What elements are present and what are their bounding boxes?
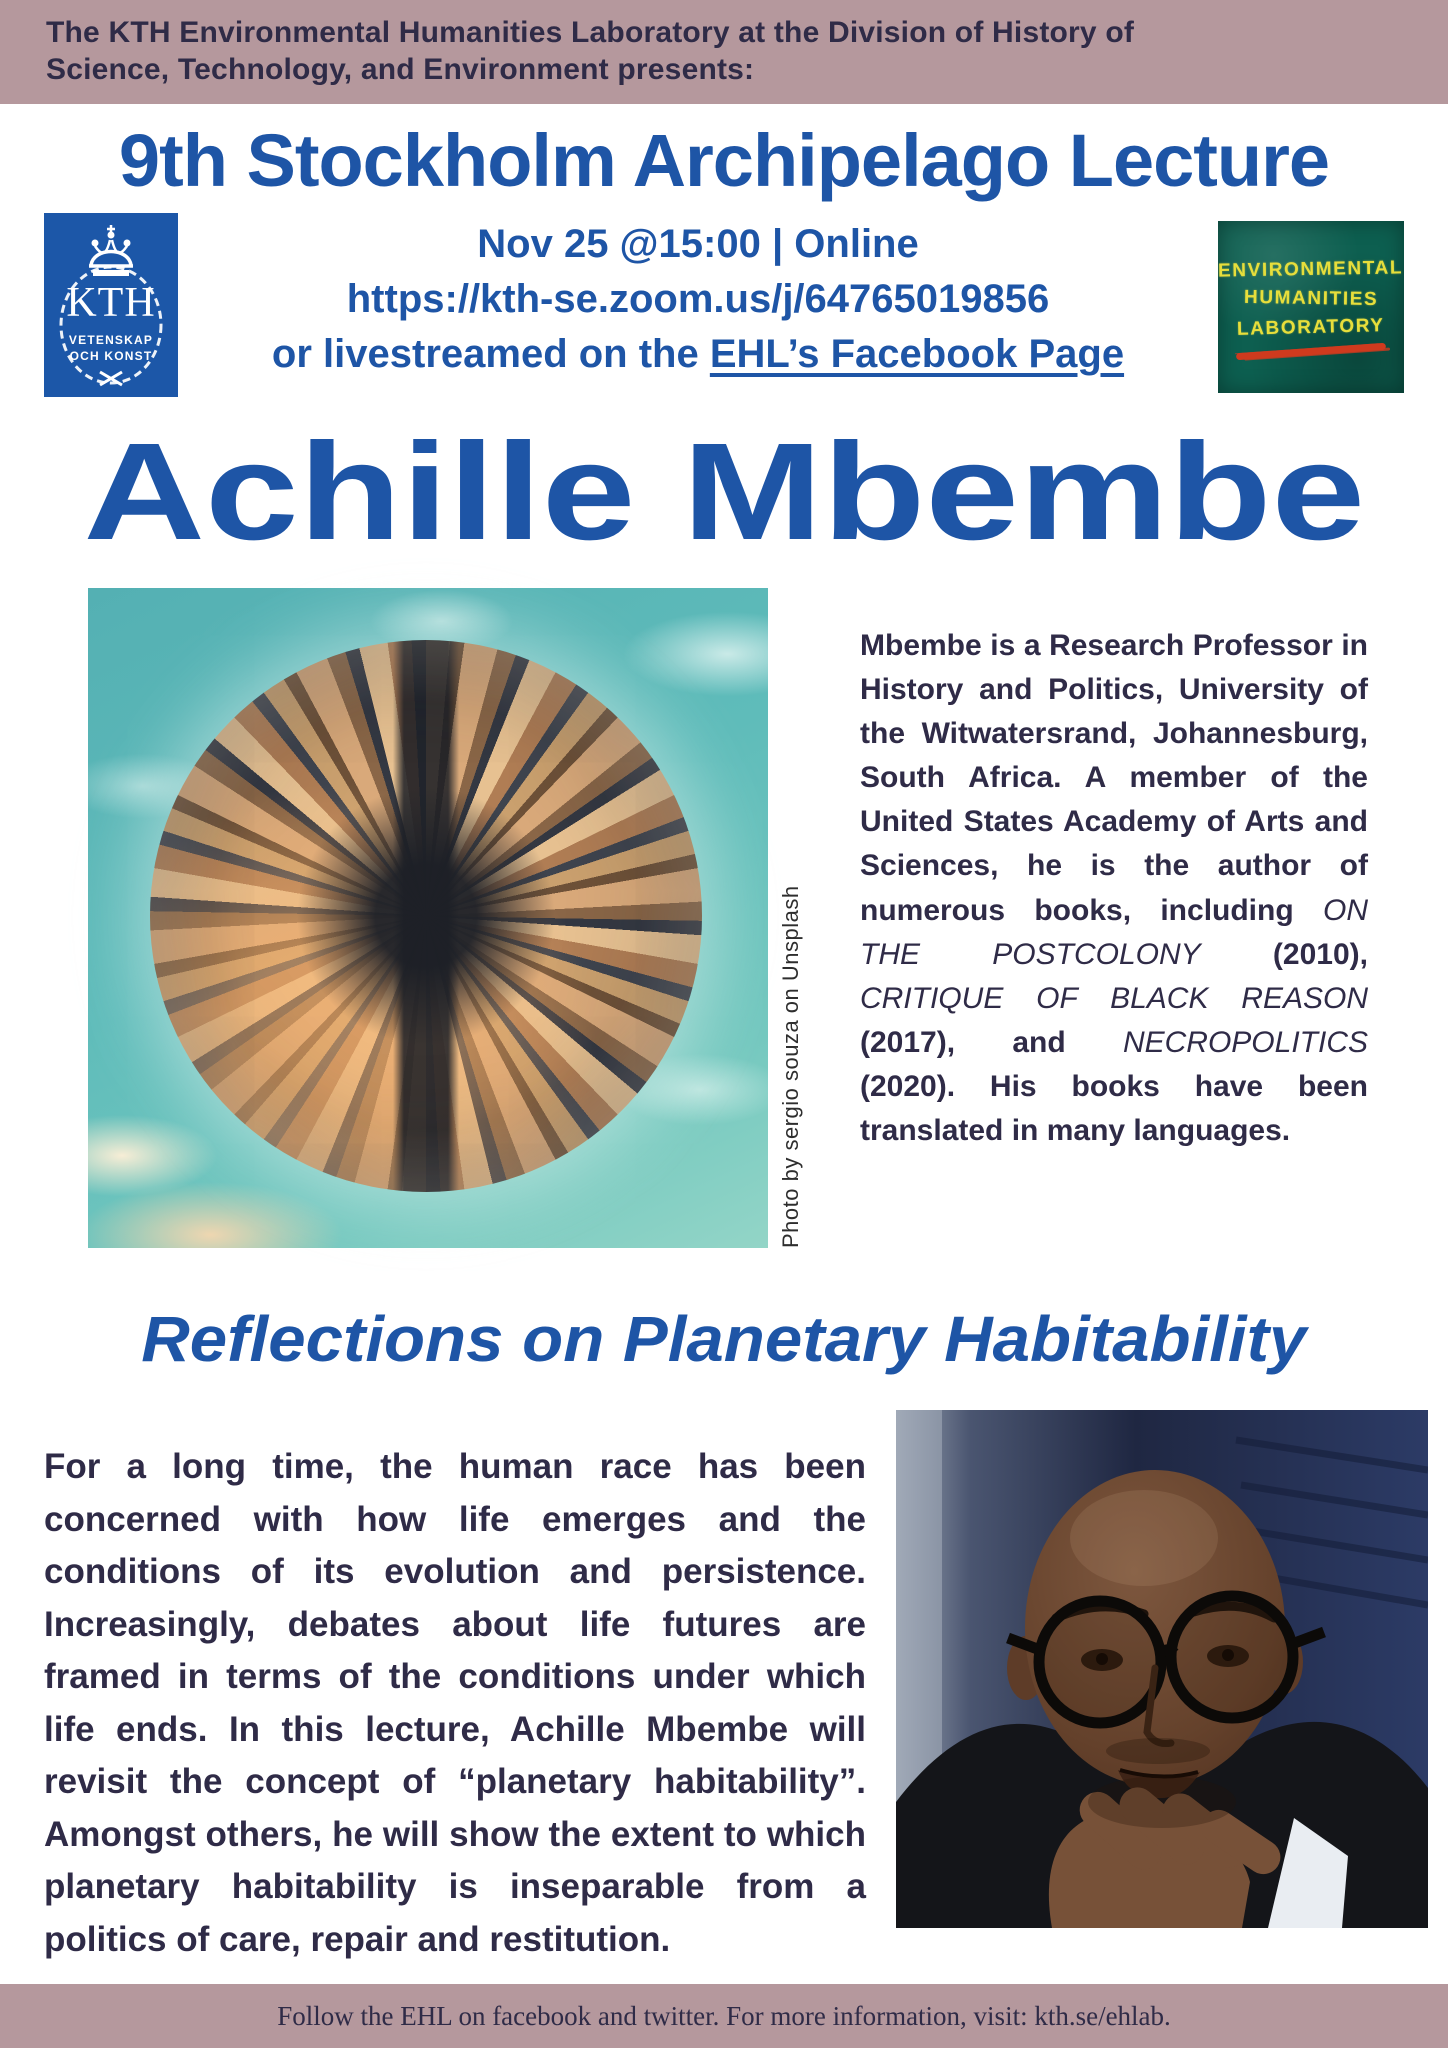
- speaker-portrait: [896, 1410, 1428, 1928]
- kth-motto-line-2: OCH KONST: [69, 349, 153, 363]
- event-info-section: [0, 213, 1448, 409]
- zoom-link[interactable]: https://kth-se.zoom.us/j/64765019856: [346, 276, 1050, 321]
- event-details: [178, 213, 1218, 381]
- ehl-logo: [1218, 221, 1404, 393]
- planet-globe-graphic: [150, 640, 702, 1192]
- livestream-prefix: or livestreamed on the: [271, 331, 710, 376]
- kth-acronym: KTH: [66, 280, 156, 326]
- kth-motto-line-1: VETENSKAP: [68, 333, 154, 347]
- abstract-section: [0, 1406, 1448, 2001]
- footer-text: Follow the EHL on facebook and twitter. For more information, visit: kth.se/ehlab.: [277, 2000, 1171, 2031]
- top-banner: [0, 0, 1448, 104]
- banner-line-2: Science, Technology, and Environment presents:: [46, 52, 755, 86]
- event-livestream-line: [178, 327, 1218, 382]
- lecture-abstract: For a long time, the human race has been concerned with how life emerges and the conditions of its evolution and persistence. Increasingly, debates about life futures are framed in terms of the conditions under which life ends. In this lecture, Achille Mbembe will revisit the concept of “planetary habitability”. Amongst others, he will show the extent to which planetary habitability is inseparable from a politics of care, repair and restitution.: [44, 1447, 866, 1959]
- city-planet-photo: [88, 588, 768, 1248]
- lecture-topic-text: Reflections on Planetary Habitability: [141, 1303, 1307, 1375]
- event-datetime: Nov 25 @15:00 | Online: [477, 222, 919, 266]
- banner-line-1: The KTH Environmental Humanities Laboratory at the Division of History of: [46, 16, 1135, 49]
- ehl-logo-line-3: LABORATORY: [1236, 315, 1386, 340]
- speaker-bio: Mbembe is a Research Professor in History and Politics, University of the Witwatersrand, Johannesburg, South Africa. A member of the United States Academy of Arts and Sciences, he is the author of numerous books, including ON THE POSTCOLONY (2010), CRITIQUE OF BLACK REASON (2017), and NECROPOLITICS (2020). His books have been translated in many languages.: [860, 629, 1368, 1148]
- speaker-section: [0, 588, 1448, 1268]
- speaker-name-title: [0, 413, 1448, 572]
- speaker-portrait-graphic: [896, 1410, 1428, 1928]
- speaker-name-text: Achille Mbembe: [83, 415, 1365, 569]
- ehl-logo-underline: [1236, 343, 1386, 360]
- lecture-topic-title: [0, 1302, 1448, 1376]
- bottom-banner: [0, 1984, 1448, 2048]
- photo-credit-vertical: Photo by sergio souza on Unsplash: [778, 885, 803, 1248]
- lecture-series-title: 9th Stockholm Archipelago Lecture: [118, 119, 1330, 202]
- ehl-logo-line-1: ENVIRONMENTAL: [1218, 257, 1404, 282]
- kth-logo: [44, 213, 178, 397]
- facebook-link[interactable]: EHL’s Facebook Page: [709, 331, 1125, 376]
- ehl-logo-line-2: HUMANITIES: [1243, 286, 1379, 311]
